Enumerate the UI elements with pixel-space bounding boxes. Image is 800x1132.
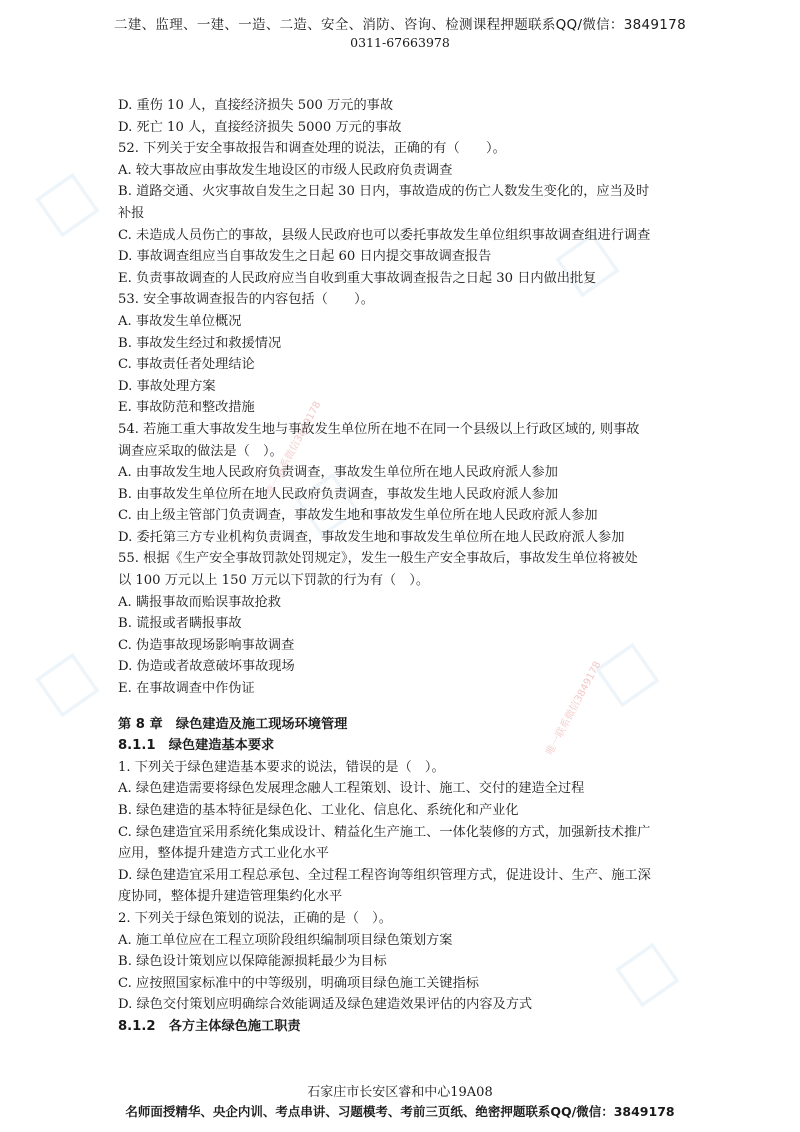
question-1: 1. 下列关于绿色建造基本要求的说法，错误的是（ ）。	[118, 759, 445, 775]
option-line: D. 事故处理方案	[118, 378, 216, 394]
option-line: 补报	[118, 205, 145, 221]
option-line: 度协同，整体提升建造管理集约化水平	[118, 889, 343, 905]
footer-address: 石家庄市长安区睿和中心19A08	[307, 1085, 493, 1100]
text-line: D. 死亡 10 人，直接经济损失 5000 万元的事故	[118, 119, 402, 135]
document-body	[118, 95, 684, 1038]
question-55-cont: 以 100 万元以上 150 万元以下罚款的行为有（ ）。	[118, 573, 430, 589]
header-contact-line: 二建、监理、一建、一造、二造、安全、消防、咨询、检测课程押题联系QQ/微信：3849178	[114, 17, 686, 33]
option-line: C. 伪造事故现场影响事故调查	[118, 637, 295, 653]
section-heading: 8.1.1 绿色建造基本要求	[118, 738, 275, 754]
option-line: A. 瞒报事故而贻误事故抢救	[118, 594, 281, 610]
watermark-logo: ☐	[603, 930, 694, 1024]
chapter-title: 第 8 章 绿色建造及施工现场环境管理	[118, 716, 348, 732]
option-line: A. 事故发生单位概况	[118, 313, 242, 329]
watermark-logo: ☐	[23, 640, 114, 734]
option-line: A. 绿色建造需要将绿色发展理念融人工程策划、设计、施工、交付的建造全过程	[118, 781, 585, 797]
option-line: C. 应按照国家标准中的中等级别，明确项目绿色施工关键指标	[118, 975, 479, 991]
question-55: 55. 根据《生产安全事故罚款处罚规定》，发生一般生产安全事故后，事故发生单位将被处	[118, 551, 638, 567]
option-line: B. 绿色建造的基本特征是绿色化、工业化、信息化、系统化和产业化	[118, 803, 519, 818]
option-line: E. 在事故调查中作伪证	[118, 681, 255, 697]
option-line: D. 事故调查组应当自事故发生之日起 60 日内提交事故调查报告	[118, 249, 492, 265]
option-line: C. 未造成人员伤亡的事故，县级人民政府也可以委托事故发生单位组织事故调查组进行调查	[118, 227, 651, 243]
option-line: C. 绿色建造宜采用系统化集成设计、精益化生产施工、一体化装修的方式，加强新技术推广	[118, 824, 651, 840]
option-line: B. 事故发生经过和救援情况	[118, 335, 282, 351]
watermark-logo: ☐	[23, 160, 114, 254]
question-54: 54. 若施工重大事故发生地与事故发生单位所在地不在同一个县级以上行政区域的, 则事故	[118, 421, 640, 437]
question-2: 2. 下列关于绿色策划的说法，正确的是（ ）。	[118, 910, 392, 926]
page-footer	[0, 1084, 800, 1122]
footer-tagline: 名师面授精华、央企内训、考点串讲、习题模考、考前三页纸、绝密押题联系QQ/微信：3849178	[125, 1104, 675, 1119]
option-line: C. 由上级主管部门负责调查，事故发生地和事故发生单位所在地人民政府派人参加	[118, 508, 598, 524]
option-line: D. 绿色交付策划应明确综合效能调适及绿色建造效果评估的内容及方式	[118, 997, 533, 1013]
watermark-logo: ☐	[583, 630, 674, 724]
option-line: B. 绿色设计策划应以保障能源损耗最少为目标	[118, 954, 387, 970]
option-line: D. 绿色建造宜采用工程总承包、全过程工程咨询等组织管理方式，促进设计、生产、施工深	[118, 867, 651, 883]
text-line: D. 重伤 10 人，直接经济损失 500 万元的事故	[118, 98, 394, 113]
option-line: D. 委托第三方专业机构负责调查，事故发生地和事故发生单位所在地人民政府派人参加	[118, 529, 625, 545]
option-line: 应用，整体提升建造方式工业化水平	[118, 846, 329, 862]
option-line: E. 事故防范和整改措施	[118, 400, 255, 416]
option-line: E. 负责事故调查的人民政府应当自收到重大事故调查报告之日起 30 日内做出批复	[118, 270, 597, 286]
page-header	[0, 16, 800, 52]
option-line: A. 由事故发生地人民政府负责调查，事故发生单位所在地人民政府派人参加	[118, 465, 558, 481]
watermark-logo: ☐	[543, 220, 634, 314]
option-line: A. 较大事故应由事故发生地设区的市级人民政府负责调查	[118, 162, 453, 178]
section-heading: 8.1.2 各方主体绿色施工职责	[118, 1018, 301, 1034]
watermark-contact: 唯一联系微信3849178	[264, 399, 324, 498]
header-phone: 0311-67663978	[350, 35, 450, 50]
watermark-contact: 唯一联系微信3849178	[544, 659, 604, 758]
option-line: B. 道路交通、火灾事故自发生之日起 30 日内，事故造成的伤亡人数发生变化的，应当及时	[118, 184, 650, 200]
option-line: B. 由事故发生单位所在地人民政府负责调查，事故发生地人民政府派人参加	[118, 486, 559, 502]
option-line: D. 伪造或者故意破坏事故现场	[118, 659, 295, 675]
question-53: 53. 安全事故调查报告的内容包括（ ）。	[118, 292, 374, 308]
option-line: B. 谎报或者瞒报事故	[118, 616, 242, 632]
question-52: 52. 下列关于安全事故报告和调查处理的说法，正确的有（ ）。	[118, 141, 506, 157]
watermark-logo: ☐	[283, 460, 374, 554]
option-line: A. 施工单位应在工程立项阶段组织编制项目绿色策划方案	[118, 932, 453, 948]
question-54-cont: 调查应采取的做法是（ ）。	[118, 443, 283, 459]
option-line: C. 事故责任者处理结论	[118, 357, 255, 373]
